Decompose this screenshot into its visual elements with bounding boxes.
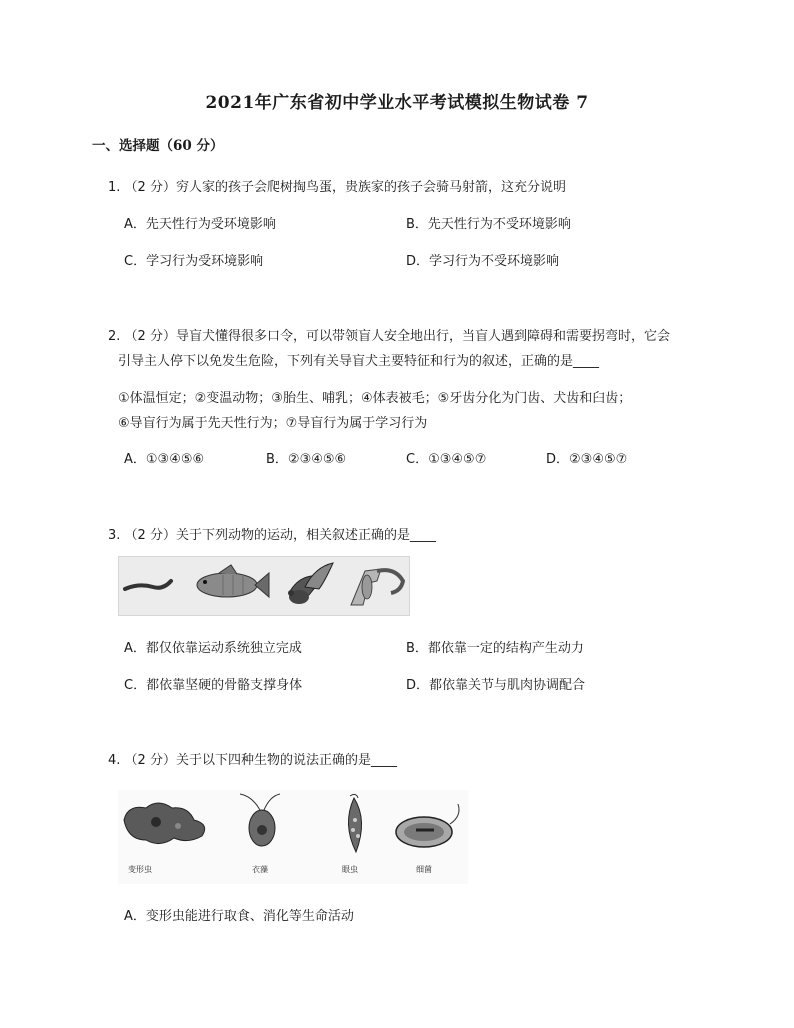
question-stem: 1. （2 分）穷人家的孩子会爬树掏鸟蛋，贵族家的孩子会骑马射箭，这充分说明 [108, 180, 566, 195]
option-b: B．先天性行为不受环境影响 [406, 217, 571, 232]
animals-illustration [119, 557, 409, 615]
option-d: D．都依靠关节与肌肉协调配合 [406, 678, 586, 693]
option-a: A．都仅依靠运动系统独立完成 [124, 641, 302, 656]
option-a: A．变形虫能进行取食、消化等生命活动 [124, 909, 354, 924]
question-stem-continued: 引导主人停下以免发生危险，下列有关导盲犬主要特征和行为的叙述，正确的是____ [118, 354, 600, 369]
option-b: B．②③④⑤⑥ [266, 452, 347, 467]
section-heading: 一、选择题（60 分） [92, 138, 224, 154]
caption-euglena: 眼虫 [342, 865, 358, 874]
caption-chlamydomonas: 衣藻 [252, 865, 268, 874]
question-stem: 3. （2 分）关于下列动物的运动，相关叙述正确的是____ [108, 528, 436, 543]
statement-list: ①体温恒定；②变温动物；③胎生、哺乳；④体表被毛；⑤牙齿分化为门齿、犬齿和臼齿； [118, 391, 632, 406]
option-c: C．学习行为受环境影响 [124, 254, 264, 269]
organisms-illustration [118, 790, 468, 860]
animals-figure [118, 556, 410, 616]
option-d: D．学习行为不受环境影响 [406, 254, 560, 269]
option-c: C．①③④⑤⑦ [406, 452, 487, 467]
option-d: D．②③④⑤⑦ [546, 452, 628, 467]
question-stem: 4. （2 分）关于以下四种生物的说法正确的是____ [108, 753, 397, 768]
option-a: A．①③④⑤⑥ [124, 452, 205, 467]
option-c: C．都依靠坚硬的骨骼支撑身体 [124, 678, 303, 693]
caption-bacterium: 细菌 [416, 865, 432, 874]
page-title: 2021年广东省初中学业水平考试模拟生物试卷 7 [205, 93, 589, 113]
question-stem: 2. （2 分）导盲犬懂得很多口令，可以带领盲人安全地出行，当盲人遇到障碍和需要拐弯时，它会 [108, 329, 670, 344]
option-b: B．都依靠一定的结构产生动力 [406, 641, 584, 656]
statement-list-continued: ⑥导盲行为属于先天性行为；⑦导盲行为属于学习行为 [118, 416, 428, 431]
option-a: A．先天性行为受环境影响 [124, 217, 276, 232]
organisms-figure [118, 790, 468, 884]
caption-amoeba: 变形虫 [128, 865, 152, 874]
